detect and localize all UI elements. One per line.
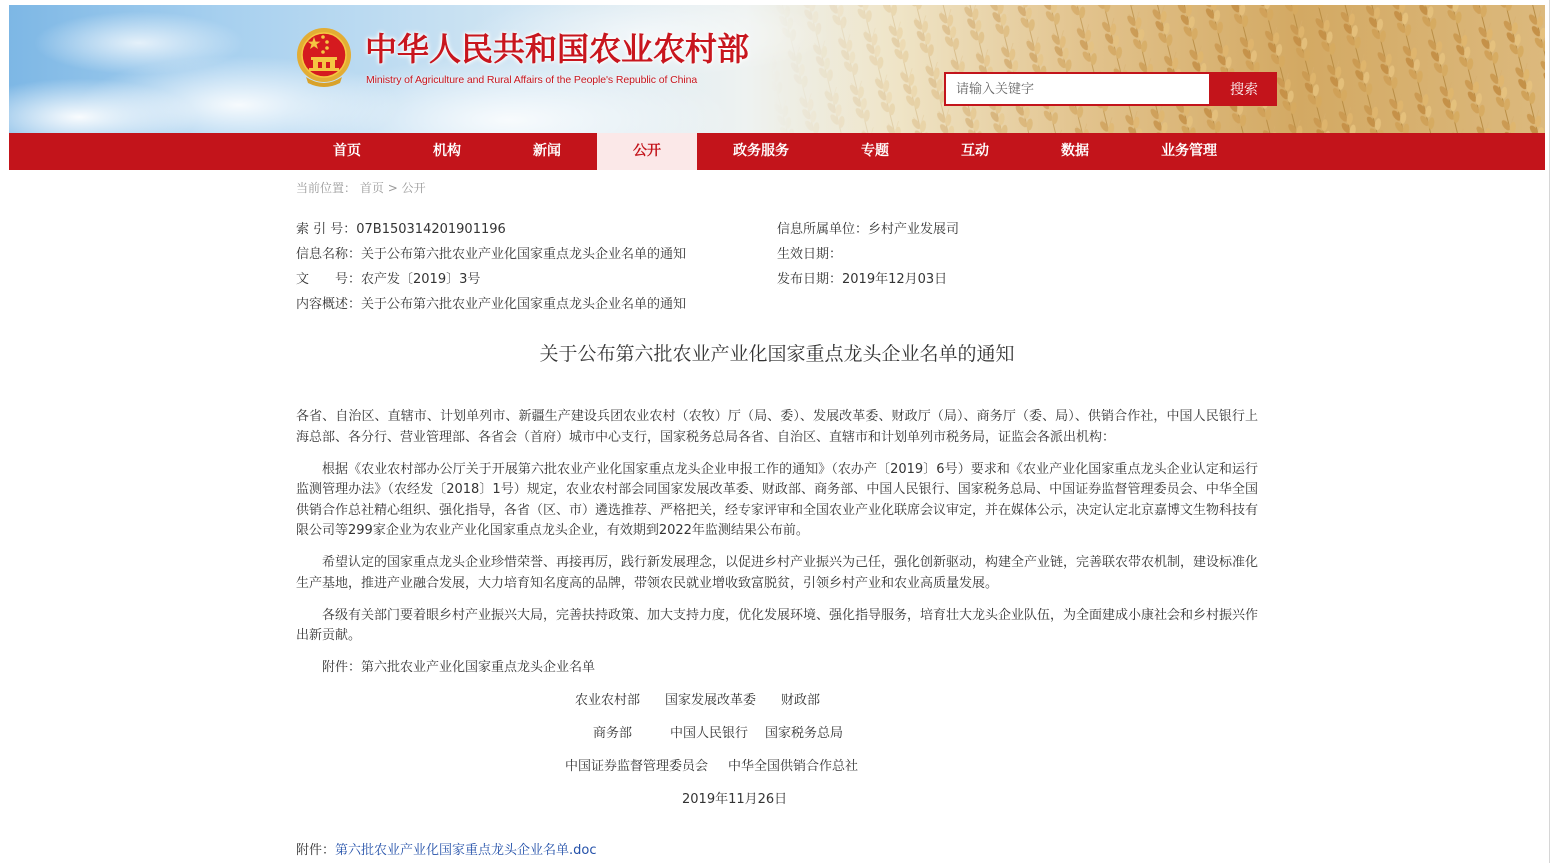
document-metadata bbox=[296, 217, 1258, 317]
meta-effective-date bbox=[777, 242, 1258, 267]
breadcrumb-prefix: 当前位置： bbox=[296, 181, 357, 195]
article-title: 关于公布第六批农业产业化国家重点龙头企业名单的通知 bbox=[539, 343, 1015, 365]
nav-item-public[interactable]: 公开 bbox=[597, 133, 697, 170]
meta-row bbox=[296, 292, 1258, 317]
breadcrumb bbox=[296, 178, 1258, 198]
search-input[interactable] bbox=[944, 72, 1211, 106]
meta-row bbox=[296, 217, 1258, 242]
article-body bbox=[296, 407, 1258, 811]
nav-item-home[interactable]: 首页 bbox=[333, 143, 361, 159]
site-subtitle-english: Ministry of Agriculture and Rural Affairs of the People's Republic of China bbox=[366, 74, 698, 86]
meta-row bbox=[296, 242, 1258, 267]
site-title: 中华人民共和国农业农村部 bbox=[365, 30, 750, 68]
wheat-field-decoration bbox=[769, 5, 1545, 133]
signatory: 中国证券监督管理委员会 bbox=[565, 759, 709, 774]
meta-value: 07B150314201901196 bbox=[356, 222, 506, 237]
breadcrumb-current-link[interactable]: 公开 bbox=[401, 181, 426, 195]
nav-item-organization[interactable]: 机构 bbox=[433, 143, 461, 159]
signatory: 国家发展改革委 bbox=[665, 693, 757, 708]
nav-item-interaction[interactable]: 互动 bbox=[961, 143, 989, 159]
article-paragraph: 根据《农业农村部办公厅关于开展第六批农业产业化国家重点龙头企业申报工作的通知》（农办产〔2019〕6号）要求和《农业产业化国家重点龙头企业认定和运行监测管理办法》（农经发〔2018〕1号）规定，农业农村部会同国家发展改革委、财政部、商务部、中国人民银行、国家税务总局、中国证券监督管理委员会、中华全国供销合作总社精心组织、强化指导，各省（区、市）遴选推荐、严格把关，经专家评审和全国农业产业化联席会议审定，并在媒体公示，决定认定北京嘉博文生物科技有限公司等299家企业为农业产业化国家重点龙头企业，有效期到2022年监测结果公布前。 bbox=[296, 461, 1259, 538]
attachment-row bbox=[296, 841, 1258, 862]
meta-label: 生效日期： bbox=[777, 247, 843, 262]
signatory: 财政部 bbox=[781, 693, 821, 708]
meta-label: 索 引 号： bbox=[296, 222, 357, 237]
signatory-line bbox=[296, 724, 1258, 745]
meta-value: 2019年12月03日 bbox=[842, 272, 948, 287]
breadcrumb-home-link[interactable]: 首页 bbox=[359, 181, 384, 195]
article-attachment-note: 附件：第六批农业产业化国家重点龙头企业名单 bbox=[322, 660, 596, 675]
nav-item-data[interactable]: 数据 bbox=[1061, 143, 1089, 159]
search-button[interactable]: 搜索 bbox=[1211, 72, 1277, 106]
meta-summary bbox=[296, 292, 800, 317]
meta-info-name bbox=[296, 242, 777, 267]
main-content bbox=[296, 178, 1258, 861]
meta-document-number bbox=[296, 267, 777, 292]
meta-label: 内容概述： bbox=[296, 297, 362, 312]
search-bar bbox=[944, 72, 1277, 106]
window-edge-divider bbox=[1549, 0, 1550, 863]
article-salutation: 各省、自治区、直辖市、计划单列市、新疆生产建设兵团农业农村（农牧）厅（局、委）、发展改革委、财政厅（局）、商务厅（委、局）、供销合作社，中国人民银行上海总部、各分行、营业管理部、各省会（首府）城市中心支行，国家税务总局各省、自治区、直辖市和计划单列市税务局，证监会各派出机构： bbox=[296, 409, 1258, 445]
meta-index-number bbox=[296, 217, 777, 242]
nav-item-business[interactable]: 业务管理 bbox=[1161, 143, 1217, 159]
attachment-label: 附件： bbox=[296, 842, 336, 858]
meta-value: 农产发〔2019〕3号 bbox=[361, 272, 481, 287]
meta-label: 信息名称： bbox=[296, 247, 362, 262]
meta-value: 乡村产业发展司 bbox=[868, 222, 960, 237]
meta-label: 发布日期： bbox=[777, 272, 843, 287]
national-emblem-logo bbox=[296, 27, 352, 89]
nav-item-news[interactable]: 新闻 bbox=[533, 143, 561, 159]
signatory: 中国人民银行 bbox=[670, 726, 749, 741]
nav-item-topics[interactable]: 专题 bbox=[861, 143, 889, 159]
meta-unit bbox=[777, 217, 1258, 242]
attachment-download-link[interactable]: 第六批农业产业化国家重点龙头企业名单.doc bbox=[335, 842, 597, 858]
signatory: 商务部 bbox=[593, 726, 633, 741]
signatory-line bbox=[296, 691, 1258, 712]
article-date: 2019年11月26日 bbox=[682, 792, 788, 807]
meta-label: 文 号： bbox=[296, 272, 362, 287]
meta-label: 信息所属单位： bbox=[777, 222, 869, 237]
nav-item-gov-services[interactable]: 政务服务 bbox=[733, 143, 789, 159]
article-paragraph: 各级有关部门要着眼乡村产业振兴大局，完善扶持政策、加大支持力度，优化发展环境、强化指导服务，培育壮大龙头企业队伍，为全面建成小康社会和乡村振兴作出新贡献。 bbox=[296, 607, 1259, 643]
signatory: 国家税务总局 bbox=[765, 726, 844, 741]
meta-row bbox=[296, 267, 1258, 292]
main-nav bbox=[9, 133, 1545, 170]
breadcrumb-separator: > bbox=[387, 181, 398, 195]
meta-publish-date bbox=[777, 267, 1258, 292]
site-banner bbox=[9, 5, 1545, 133]
signatory: 农业农村部 bbox=[575, 693, 641, 708]
signatory: 中华全国供销合作总社 bbox=[728, 759, 859, 774]
meta-value: 关于公布第六批农业产业化国家重点龙头企业名单的通知 bbox=[361, 247, 687, 262]
article-paragraph: 希望认定的国家重点龙头企业珍惜荣誉、再接再厉，践行新发展理念，以促进乡村产业振兴为己任，强化创新驱动，构建全产业链，完善联农带农机制，建设标准化生产基地，推进产业融合发展，大力培育知名度高的品牌，带领农民就业增收致富脱贫，引领乡村产业和农业高质量发展。 bbox=[296, 555, 1259, 591]
signatory-line bbox=[296, 757, 1258, 778]
meta-value: 关于公布第六批农业产业化国家重点龙头企业名单的通知 bbox=[361, 297, 687, 312]
